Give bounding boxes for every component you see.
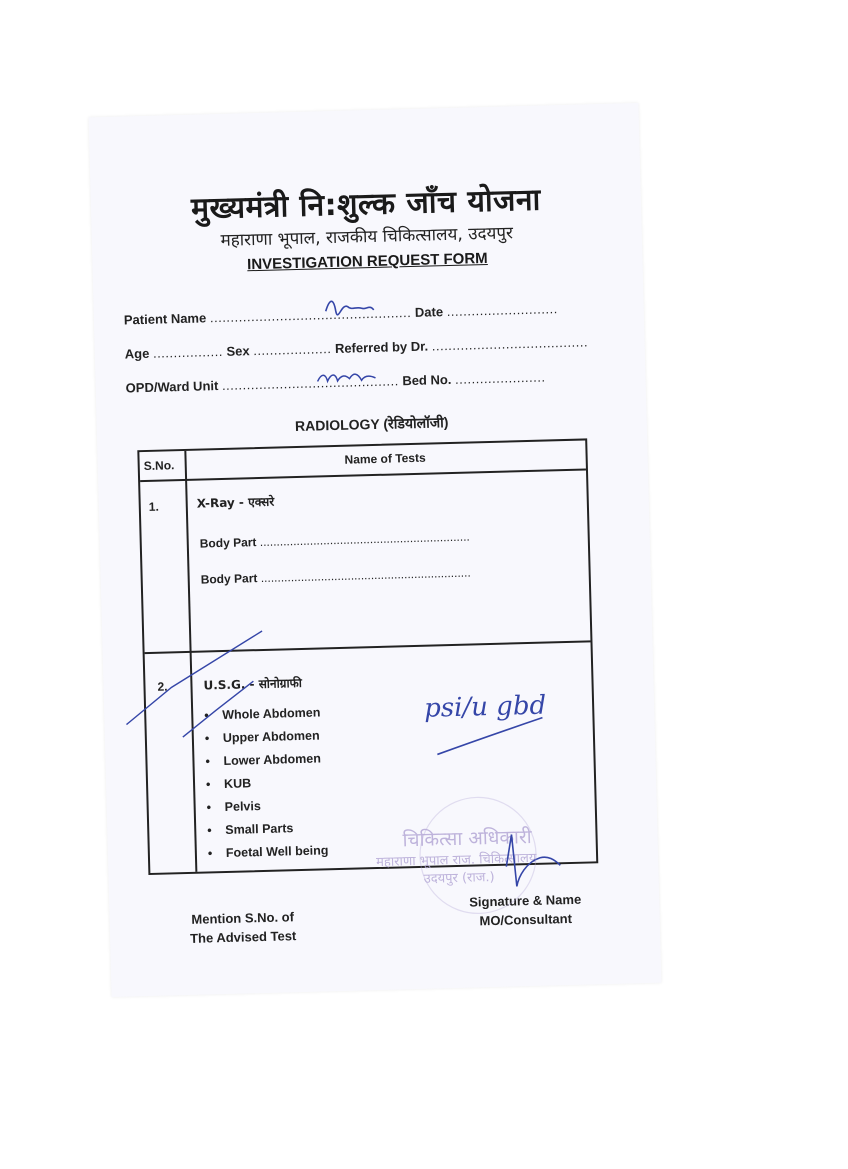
column-header-name-of-tests: Name of Tests	[344, 450, 426, 467]
usg-option-label: Lower Abdomen	[223, 751, 322, 769]
table-row-divider	[145, 640, 591, 654]
usg-option-label: Small Parts	[225, 821, 294, 838]
signature-block	[469, 890, 582, 931]
bullet-icon: •	[205, 777, 211, 792]
referred-blank[interactable]: ......................................	[431, 334, 589, 354]
usg-option-label: KUB	[223, 776, 252, 792]
opd-blank[interactable]: ...........................................	[221, 373, 399, 393]
patient-name-label: Patient Name	[123, 310, 207, 328]
body-part-blank-2[interactable]: ...............................................................	[260, 565, 471, 585]
opd-bed-row	[125, 367, 625, 395]
column-header-sno: S.No.	[143, 458, 175, 474]
patient-name-blank[interactable]: .................................................	[209, 304, 412, 326]
usg-option[interactable]	[208, 839, 329, 865]
hospital-name-hindi: महाराणा भूपाल, राजकीय चिकित्सालय, उदयपुर	[220, 223, 514, 251]
row2-usg-label: U.S.G. - सोनोग्राफी	[203, 675, 303, 693]
usg-options-list	[204, 701, 329, 865]
advised-test-note	[189, 907, 296, 948]
advised-test-note-line-1: Mention S.No. of	[191, 909, 295, 927]
opd-label: OPD/Ward Unit	[125, 378, 219, 396]
age-sex-row	[125, 333, 625, 361]
usg-option[interactable]	[206, 770, 327, 796]
row1-xray-label: X-Ray - एक्सरे	[196, 494, 275, 511]
stamp-line-1: चिकित्सा अधिकारी	[402, 826, 532, 852]
table-column-divider	[184, 451, 197, 872]
date-label: Date	[414, 304, 444, 320]
advised-test-note-line-2: The Advised Test	[189, 928, 297, 946]
form-heading-text: INVESTIGATION REQUEST FORM	[246, 249, 488, 274]
usg-option[interactable]	[205, 724, 326, 750]
usg-option[interactable]	[207, 816, 328, 842]
bullet-icon: •	[207, 823, 212, 838]
bullet-icon: •	[204, 708, 209, 723]
bullet-icon: •	[207, 846, 213, 861]
signature-label-line-2: MO/Consultant	[479, 910, 573, 929]
bed-blank[interactable]: ......................	[454, 369, 546, 387]
body-part-label-2: Body Part	[200, 571, 258, 587]
signature-label-line-1: Signature & Name	[469, 891, 582, 910]
row2-sno: 2.	[157, 679, 168, 694]
investigation-form-sheet	[89, 103, 662, 997]
usg-option[interactable]	[206, 793, 327, 819]
bed-label: Bed No.	[402, 371, 452, 389]
bullet-icon: •	[204, 731, 210, 746]
usg-option-label: Whole Abdomen	[222, 705, 321, 723]
handwritten-note: psi/u gbd	[423, 690, 547, 724]
row1-body-part-1	[200, 530, 470, 551]
table-header-divider	[140, 468, 586, 482]
body-part-label-1: Body Part	[199, 535, 257, 551]
stamp-line-2: महाराणा भूपाल राज. चिकित्सालय	[375, 850, 537, 871]
referred-label: Referred by Dr.	[334, 338, 429, 356]
row1-body-part-2	[201, 566, 471, 587]
age-blank[interactable]: .................	[152, 343, 224, 361]
usg-option[interactable]	[204, 701, 325, 727]
usg-option[interactable]	[205, 747, 326, 773]
age-label: Age	[124, 345, 150, 362]
row1-sno: 1.	[148, 499, 159, 514]
form-title-hindi: मुख्यमंत्री नि:शुल्क जाँच योजना	[190, 182, 542, 227]
usg-option-label: Pelvis	[224, 799, 261, 815]
stamp-line-3: उदयपुर (राज.)	[423, 869, 495, 887]
usg-option-label: Upper Abdomen	[222, 728, 320, 746]
bullet-icon: •	[205, 754, 211, 769]
usg-option-label: Foetal Well being	[225, 843, 329, 861]
body-part-blank-1[interactable]: ...............................................................	[259, 529, 470, 550]
sex-blank[interactable]: ...................	[253, 341, 332, 359]
radiology-heading: RADIOLOGY (रेडियोलॉजी)	[294, 414, 449, 435]
sex-label: Sex	[226, 343, 250, 359]
tests-table	[137, 438, 598, 875]
date-blank[interactable]: ...........................	[446, 301, 558, 320]
patient-name-row	[124, 299, 624, 327]
bullet-icon: •	[206, 800, 212, 815]
